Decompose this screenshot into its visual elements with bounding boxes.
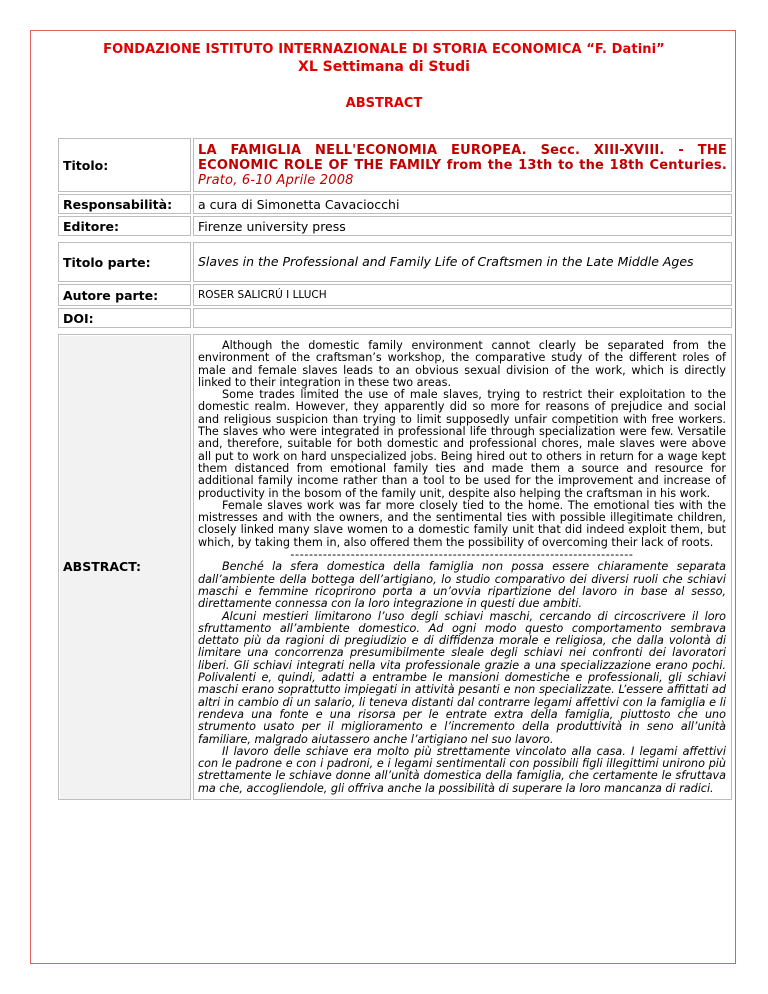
week-heading: XL Settimana di Studi xyxy=(298,59,470,75)
responsabilita-label: Responsabilità: xyxy=(58,194,191,214)
record-table xyxy=(56,136,734,238)
institution-heading: FONDAZIONE ISTITUTO INTERNAZIONALE DI STORIA ECONOMICA “F. Datini” xyxy=(103,42,665,57)
abstract-en-paragraph: Although the domestic family environment cannot clearly be separated from the environment of the craftsman’s workshop, the comparative study of the different roles of male and female slaves leads to an obvious sexual division of the work, which is directly linked to their integration in these two areas. xyxy=(198,339,726,389)
autore-parte-value: ROSER SALICRÚ I LLUCH xyxy=(193,284,732,306)
abstract-label: ABSTRACT: xyxy=(58,334,191,800)
abstract-en-paragraph: Female slaves work was far more closely tied to the home. The emotional ties with the mistresses and with the owners, and the sentimental ties with possible illegitimate children, closely linked many slave women to a domestic family unit that did indeed exploit them, but which, by taking them in, also offered them the possibility of overcoming their lack of roots. xyxy=(198,498,726,549)
titolo-row xyxy=(58,138,732,192)
titolo-value xyxy=(198,143,727,188)
abstract-en-paragraph: Some trades limited the use of male slaves, trying to restrict their exploitation to the domestic realm. However, they apparently did so more for reasons of prejudice and social and religious suspicion than trying to limit supposedly unfair competition with free workers. The slaves who were integrated in professional life through specialization were few. Versatile and, therefore, suitable for both domestic and professional chores, male slaves were above all put to work on hard unspecialized jobs. Being hired out to others in return for a wage kept them distanced from emotional family ties and made them a source and resource for additional family income rather than a tool to be used for the improvement and increase of productivity in the bosom of the family unit, despite also helping the craftsman in his work. xyxy=(198,388,726,500)
doi-label: DOI: xyxy=(58,308,191,328)
abstract-it-paragraph: Il lavoro delle schiave era molto più strettamente vincolato alla casa. I legami affettivi con le padrone e con i padroni, e i legami sentimentali con possibili figli illegittimi unirono più strettamente le schiave donne all’unità domestica della famiglia, che certamente le sfruttava ma che, accogliendole, gli offriva anche la possibilità di superare la loro mancanza di radici. xyxy=(198,744,726,795)
section-heading: ABSTRACT xyxy=(345,96,423,111)
titolo-parte-label: Titolo parte: xyxy=(58,242,191,282)
editore-row xyxy=(58,216,732,236)
titolo-place: Prato, 6-10 Aprile 2008 xyxy=(198,172,354,188)
abstract-separator: -------------------------------------------------------------------------- xyxy=(290,548,634,562)
autore-parte-row xyxy=(58,284,732,306)
abstract-it-paragraph: Benché la sfera domestica della famiglia non possa essere chiaramente separata dall’ambiente della bottega dell’artigiano, lo studio comparativo dei diversi ruoli che schiavi maschi e femmine ricoprirono porta a un’ovvia ripartizione del lavoro in base al sesso, direttamente connessa con la loro integrazione in questi due ambiti. xyxy=(198,560,726,611)
part-table xyxy=(56,240,734,330)
editore-label: Editore: xyxy=(58,216,191,236)
titolo-text: LA FAMIGLIA NELL'ECONOMIA EUROPEA. Secc. XIII-XVIII. - THE ECONOMIC ROLE OF THE FAMILY from the 13th to the 18th Centuries. xyxy=(198,142,727,173)
titolo-parte-value: Slaves in the Professional and Family Life of Craftsmen in the Late Middle Ages xyxy=(193,242,732,282)
abstract-table xyxy=(56,332,734,802)
abstract-row xyxy=(58,334,732,800)
titolo-parte-row xyxy=(58,242,732,282)
doi-value xyxy=(193,308,732,328)
abstract-text xyxy=(193,334,732,800)
responsabilita-value: a cura di Simonetta Cavaciocchi xyxy=(193,194,732,214)
responsabilita-row xyxy=(58,194,732,214)
titolo-cell xyxy=(193,138,732,192)
autore-parte-label: Autore parte: xyxy=(58,284,191,306)
editore-value: Firenze university press xyxy=(193,216,732,236)
doi-row xyxy=(58,308,732,328)
titolo-label: Titolo: xyxy=(58,138,191,192)
abstract-it-paragraph: Alcuni mestieri limitarono l’uso degli schiavi maschi, cercando di circoscrivere il loro sfruttamento all’ambiente domestico. Ad ogni modo questo comportamento sembrava dettato più da ragioni di pregiudizio e di diffidenza morale e religiosa, che dalla volontà di limitare una concorrenza presumibilmente sleale degli schiavi nei confronti dei lavoratori liberi. Gli schiavi integrati nella vita professionale grazie a una specializzazione erano pochi. Polivalenti e, quindi, adatti a entrambe le mansioni domestiche e professionali, gli schiavi maschi erano soprattutto impiegati in attività pesanti e non specializzate. L’essere affittati ad altri in cambio di un salario, li teneva distanti dal contrarre legami affettivi con la famiglia e li rendeva una fonte e una risorsa per le entrate extra della famiglia, piuttosto che uno strumento usato per il miglioramento e l’incremento della produttività in seno all’unità familiare, malgrado aiutassero anche l’artigiano nel suo lavoro. xyxy=(198,609,726,746)
